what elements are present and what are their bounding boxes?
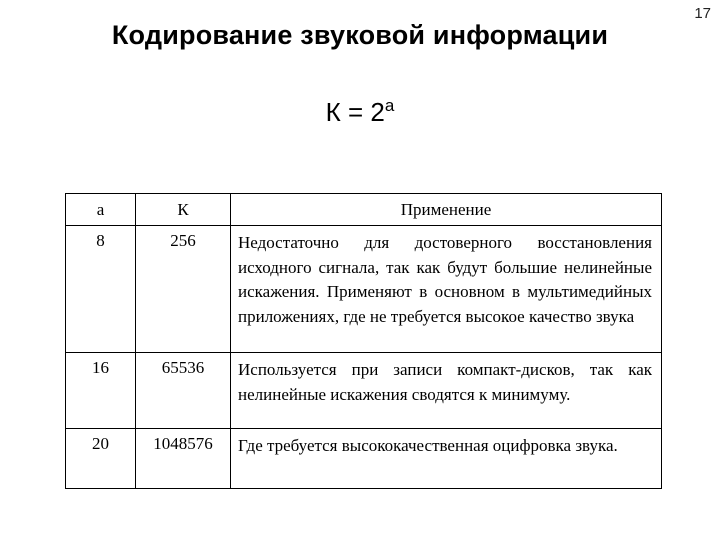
slide-title: Кодирование звуковой информации bbox=[111, 20, 609, 50]
cell-a: 16 bbox=[66, 353, 136, 429]
table-row bbox=[66, 353, 662, 429]
formula-exponent: a bbox=[384, 96, 395, 115]
cell-a: 20 bbox=[66, 429, 136, 489]
cell-k: 65536 bbox=[136, 353, 231, 429]
cell-a: 8 bbox=[66, 226, 136, 353]
formula bbox=[0, 97, 720, 128]
table-row bbox=[66, 429, 662, 489]
header-use: Применение bbox=[231, 194, 662, 226]
cell-k: 256 bbox=[136, 226, 231, 353]
table-row bbox=[66, 226, 662, 353]
cell-k: 1048576 bbox=[136, 429, 231, 489]
cell-use: Где требуется высококачественная оцифровка звука. bbox=[231, 429, 662, 489]
cell-use: Используется при записи компакт-дисков, так как нелинейные искажения сводятся к минимуму. bbox=[231, 353, 662, 429]
sound-coding-table bbox=[65, 193, 662, 489]
header-a: a bbox=[66, 194, 136, 226]
table-header-row bbox=[66, 194, 662, 226]
header-k: К bbox=[136, 194, 231, 226]
cell-use: Недостаточно для достоверного восстановления исходного сигнала, так как будут большие нелинейные искажения. Применяют в основном в мультимедийных приложениях, где не требуется высокое качество звука bbox=[231, 226, 662, 353]
formula-base: К = 2 bbox=[325, 97, 385, 127]
page-number: 17 bbox=[694, 5, 711, 22]
